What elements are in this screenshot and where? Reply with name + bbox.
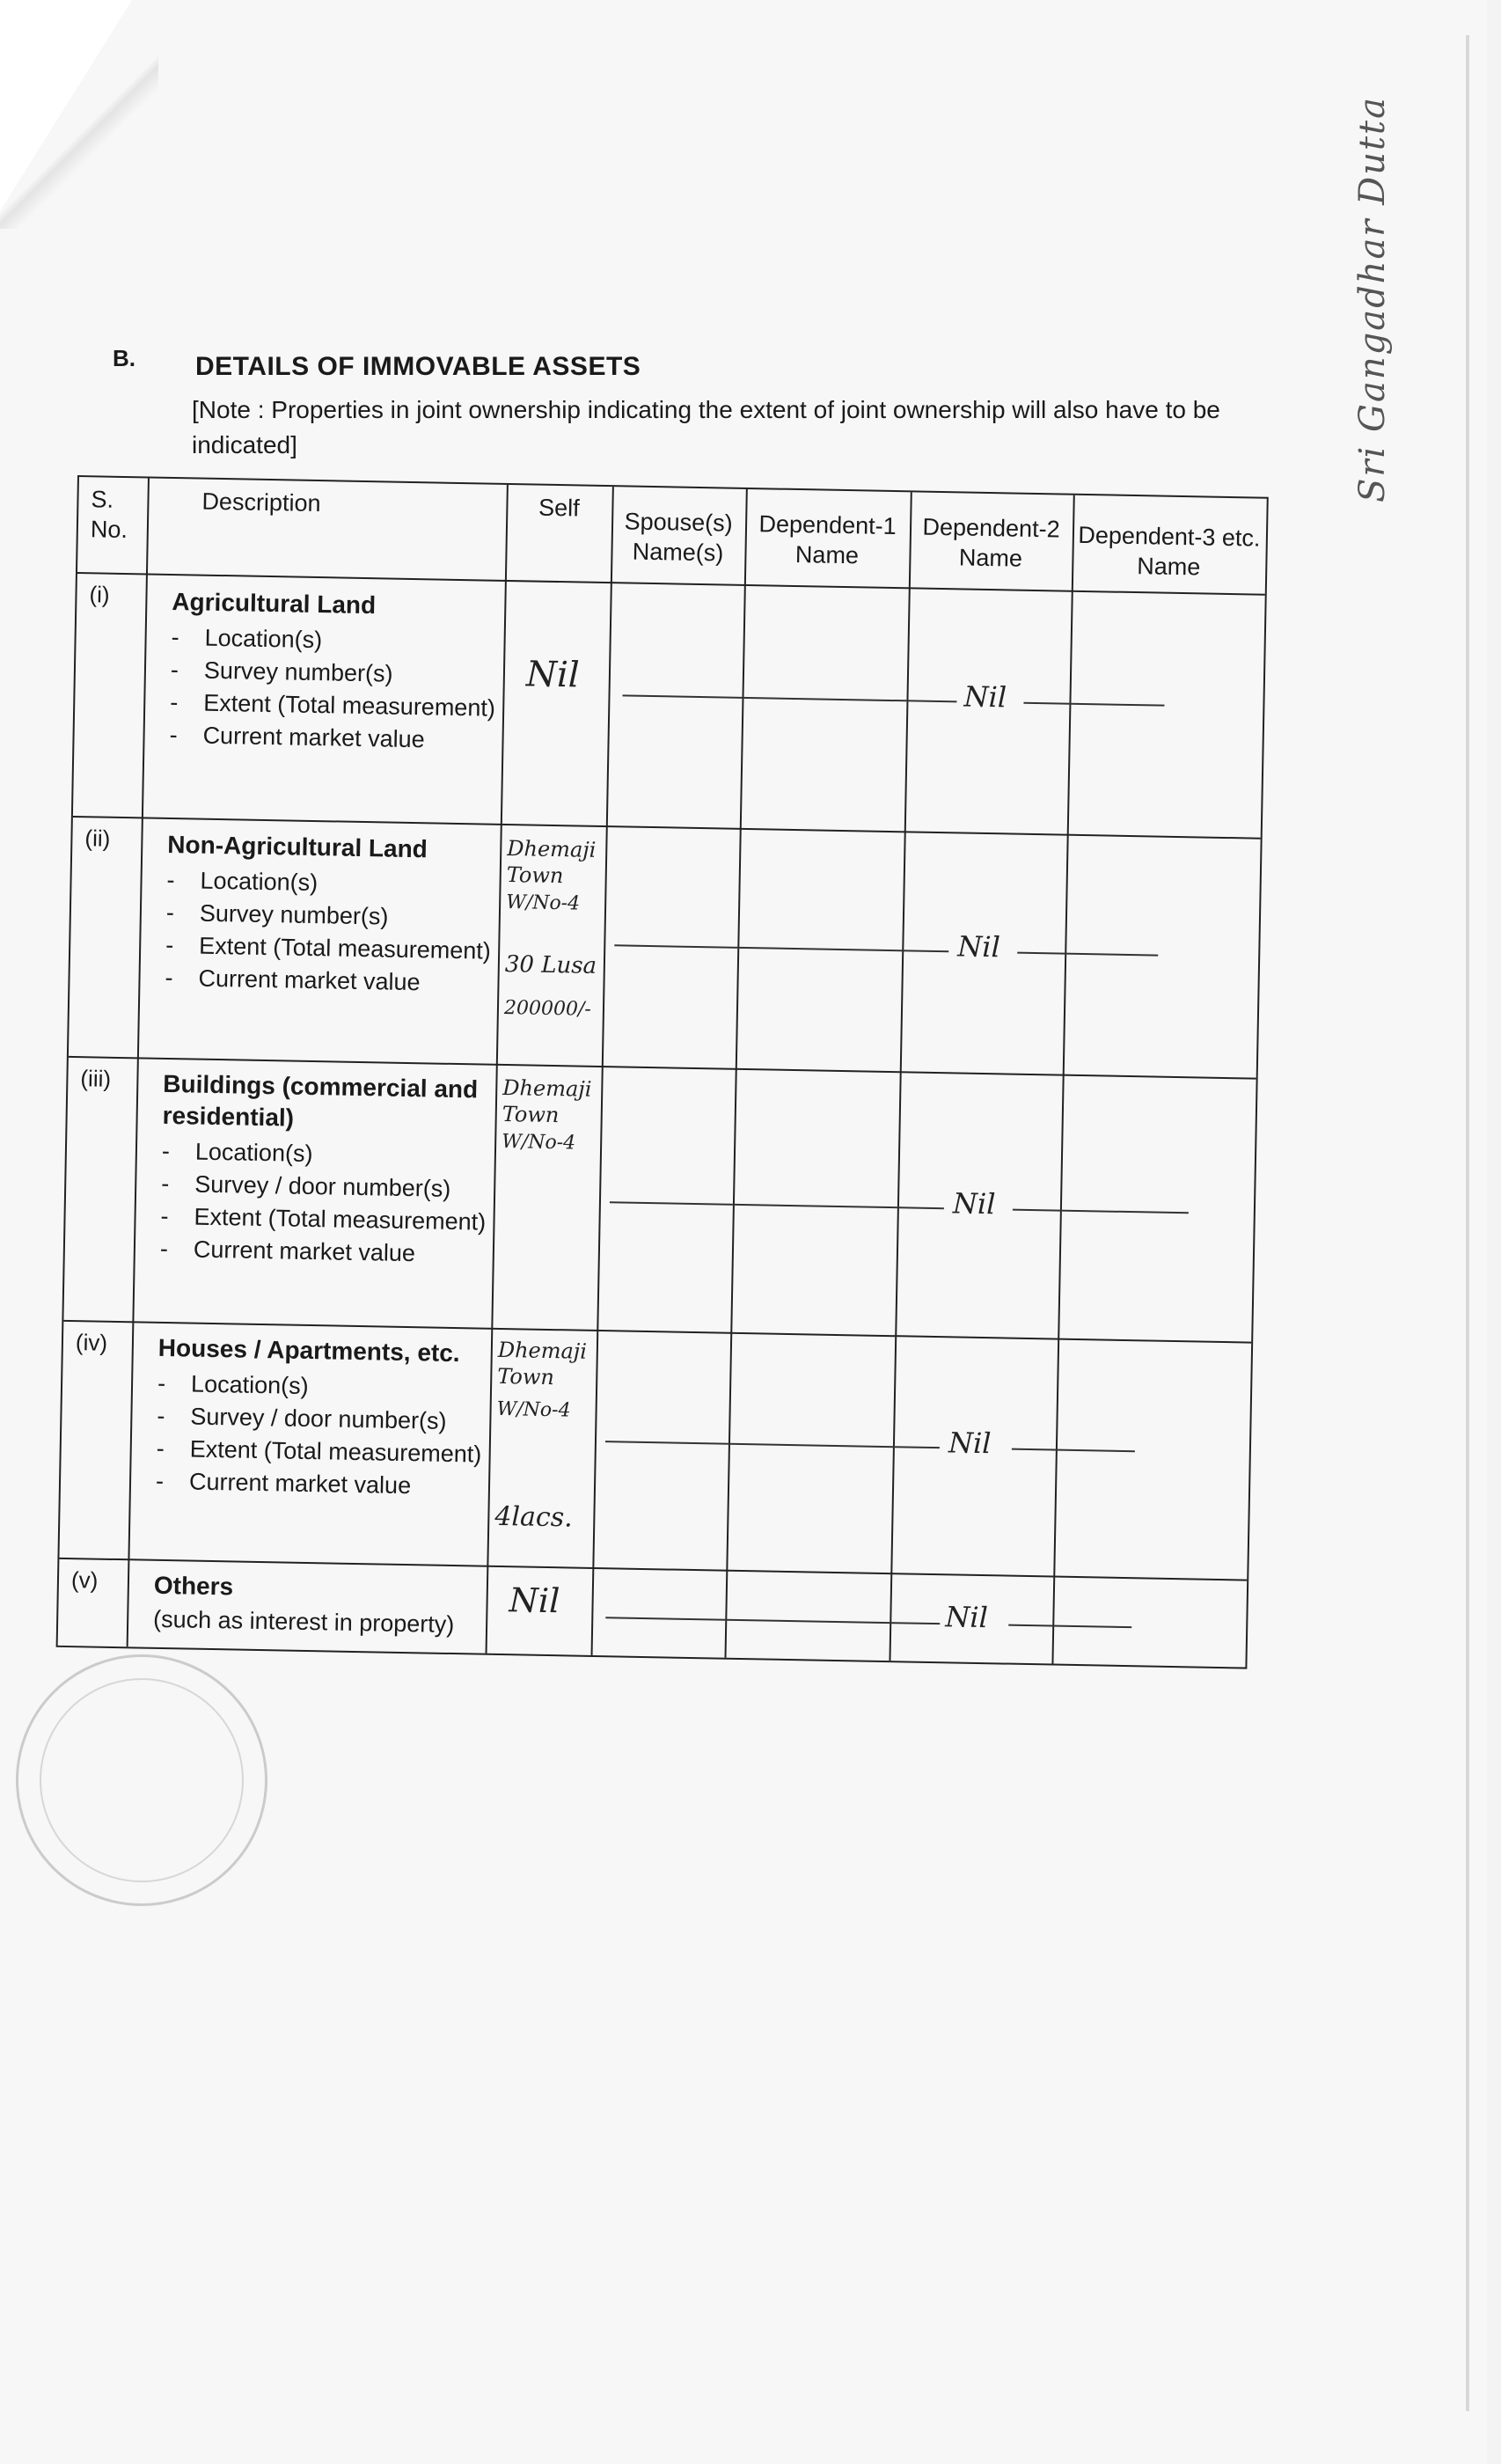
handwritten-dash: [1008, 1624, 1131, 1629]
self-entry: Dhemaji Town: [506, 836, 597, 889]
header-description: Description: [201, 488, 321, 517]
row-items: - Location(s) - Survey number(s) - Extent (Total measurement) - Current market value: [165, 866, 492, 996]
self-entry: Nil: [509, 1580, 560, 1621]
row-category: Agricultural Land: [172, 587, 377, 620]
row-category: Non-Agricultural Land: [167, 830, 428, 863]
self-entry: W/No-4: [496, 1397, 571, 1422]
header-spouse: Spouse(s) Name(s): [624, 508, 733, 567]
others-entry: Nil: [945, 1600, 989, 1635]
row-category: Houses / Apartments, etc.: [157, 1333, 460, 1368]
row-items: - Location(s) - Survey number(s) - Extent (Total measurement) - Current market value: [169, 623, 496, 753]
col-line: [127, 478, 150, 1646]
self-entry: Nil: [525, 654, 580, 696]
row-sno: (v): [70, 1566, 99, 1594]
row-sno: (iv): [75, 1329, 108, 1356]
section-title: DETAILS OF IMMOVABLE ASSETS: [195, 352, 641, 381]
others-entry: Nil: [952, 1186, 996, 1221]
handwritten-dash: [1013, 1209, 1189, 1214]
self-entry: W/No-4: [505, 891, 581, 915]
row-subtext: (such as interest in property): [152, 1605, 455, 1639]
row-category: Buildings (commercial and residential): [162, 1069, 479, 1132]
handwritten-dash: [605, 1441, 940, 1448]
others-entry: Nil: [963, 679, 1007, 715]
col-line: [889, 492, 912, 1661]
self-entry: Dhemaji Town: [502, 1074, 592, 1128]
handwritten-dash: [610, 1201, 944, 1209]
header-sno: S. No.: [90, 486, 128, 544]
header-self: Self: [538, 494, 580, 522]
others-entry: Nil: [948, 1426, 992, 1461]
section-label: B.: [113, 345, 135, 371]
page-edge-shadow: [1466, 35, 1469, 2411]
row-sno: (ii): [84, 825, 111, 852]
handwritten-dash: [1012, 1448, 1135, 1453]
signature: Sri Gangadhar Dutta: [1352, 96, 1393, 502]
section-note: [Note : Properties in joint ownership indicating the extent of joint ownership will also have to be indicated]: [192, 396, 1220, 458]
col-line: [591, 487, 614, 1655]
others-entry: Nil: [957, 929, 1001, 964]
row-items: - Location(s) - Survey / door number(s) - Extent (Total measurement) - Current market value: [159, 1137, 487, 1267]
col-line: [725, 489, 748, 1658]
row-category: Others: [153, 1571, 234, 1601]
self-entry: W/No-4: [501, 1130, 576, 1155]
handwritten-dash: [1023, 702, 1164, 707]
row-line: [59, 1558, 1247, 1581]
row-items: - Location(s) - Survey / door number(s) - Extent (Total measurement) - Current market value: [155, 1369, 482, 1500]
immovable-assets-table: [56, 475, 1269, 1669]
handwritten-dash: [1017, 952, 1158, 957]
faded-stamp: [16, 1654, 267, 1906]
header-dependent-2: Dependent-2 Name: [922, 513, 1060, 572]
corner-shadow: [0, 0, 158, 229]
handwritten-dash: [614, 944, 948, 952]
col-line: [1051, 495, 1074, 1664]
row-sno: (i): [89, 581, 110, 608]
self-entry: Dhemaji Town: [497, 1337, 588, 1390]
self-entry: 200000/-: [503, 996, 592, 1021]
header-dependent-3: Dependent-3 etc. Name: [1078, 521, 1261, 581]
self-entry: 4lacs.: [494, 1500, 574, 1534]
header-dependent-1: Dependent-1 Name: [758, 510, 897, 569]
row-sno: (iii): [80, 1065, 112, 1092]
self-entry: 30 Lusa: [504, 950, 597, 979]
